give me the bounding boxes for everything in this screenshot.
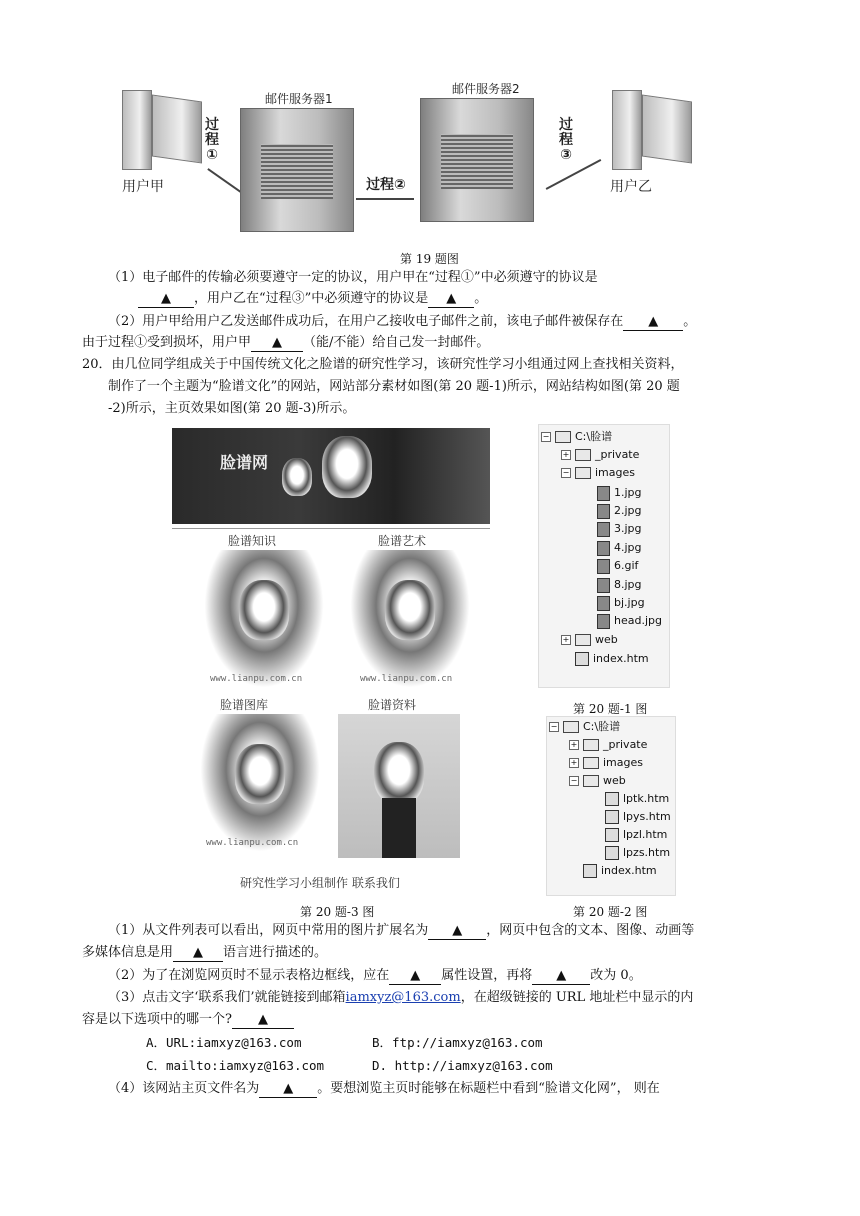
tree-item: index.htm [575, 651, 649, 667]
user-a-monitor [152, 94, 202, 163]
tree-item: 6.gif [597, 558, 638, 574]
section-title-art: 脸谱艺术 [378, 534, 427, 548]
figure-20-3-webpage [172, 428, 492, 898]
q20-intro-line2: 制作了一个主题为“脸谱文化”的网站，网站部分素材如图(第 20 题-1)所示，网站结构如图(第 20 题 [108, 379, 680, 394]
user-a-label: 用户甲 [122, 179, 164, 195]
image-materials [338, 714, 460, 858]
option-c: C．mailto:iamxyz@163.com [146, 1058, 325, 1073]
banner-divider [172, 528, 490, 529]
answer-blank: ▲ [428, 923, 486, 940]
arrow-1 [208, 168, 242, 192]
image-knowledge-url: www.lianpu.com.cn [210, 674, 303, 684]
image-art [350, 550, 470, 688]
answer-blank: ▲ [173, 945, 223, 962]
option-b: B．ftp://iamxyz@163.com [372, 1035, 543, 1050]
answer-blank: ▲ [232, 1012, 294, 1029]
server-2 [420, 98, 534, 222]
tree-item: 3.jpg [597, 521, 642, 537]
answer-blank: ▲ [389, 968, 441, 985]
section-title-materials: 脸谱资料 [368, 698, 417, 712]
option-a: A．URL:iamxyz@163.com [146, 1035, 302, 1050]
q20-intro-line1: 20．由几位同学组成关于中国传统文化之脸谱的研究性学习，该研究性学习小组通过网上查找相关资料， [82, 357, 684, 372]
banner-title: 脸谱网 [220, 453, 269, 472]
section-title-knowledge: 脸谱知识 [228, 534, 277, 548]
q19-1-line2: ▲ ，用户乙在“过程③”中必须遵守的协议是 ▲ 。 [138, 290, 487, 308]
image-gallery [200, 714, 320, 852]
process-1-label: 过程① [205, 117, 219, 163]
q20-1-line1: （1）从文件列表可以看出，网页中常用的图片扩展名为 ▲ ，网页中包含的文本、图像、动画等 [108, 923, 695, 938]
q20-2-line: （2）为了在浏览网页时不显示表格边框线，应在 ▲ 属性设置，再将 ▲ 改为 0。 [108, 968, 642, 983]
tree-item: 1.jpg [597, 485, 642, 501]
server-1-label: 邮件服务器1 [265, 92, 333, 106]
q20-3-line1: （3）点击文字‘联系我们’就能链接到邮箱iamxyz@163.com，在超级链接的 URL 地址栏中显示的内 [108, 990, 694, 1005]
q19-2-line1: （2）用户甲给用户乙发送邮件成功后，在用户乙接收电子邮件之前，该电子邮件被保存在 ▲ 。 [108, 314, 697, 329]
user-b-label: 用户乙 [610, 179, 652, 195]
tree-item: index.htm [583, 863, 657, 879]
figure-20-2-tree [546, 716, 676, 896]
figure-19-caption: 第 19 题图 [400, 252, 459, 266]
q20-3-line2: 容是以下选项中的哪一个? ▲ [82, 1011, 294, 1029]
user-b-monitor [642, 94, 692, 163]
tree-root: − C:\脸谱 [542, 430, 613, 443]
tree-root: − C:\脸谱 [550, 720, 621, 733]
process-2-label: 过程② [366, 177, 406, 193]
tree-item: 2.jpg [597, 503, 642, 519]
answer-blank: ▲ [623, 314, 683, 331]
answer-blank: ▲ [532, 968, 590, 985]
tree-item: + _private [570, 738, 648, 751]
answer-blank: ▲ [259, 1081, 317, 1098]
tree-item: − web [570, 774, 626, 787]
figure-20-1-tree [538, 424, 670, 688]
banner-mask-large [322, 436, 372, 498]
tree-item: bj.jpg [597, 595, 645, 611]
footer-text: 研究性学习小组制作 联系我们 [240, 876, 400, 890]
server-1 [240, 108, 354, 232]
tree-item: head.jpg [597, 613, 662, 629]
tree-item: − images [562, 466, 635, 479]
tree-item: lpys.htm [605, 809, 671, 825]
process-3-label: 过程③ [559, 117, 573, 163]
tree-item: + web [562, 633, 618, 646]
banner [172, 428, 490, 524]
answer-blank: ▲ [251, 335, 303, 352]
banner-mask-small [282, 458, 312, 496]
arrow-2 [356, 198, 414, 200]
section-title-gallery: 脸谱图库 [220, 698, 269, 712]
tree-item: 8.jpg [597, 577, 642, 593]
server-2-label: 邮件服务器2 [452, 82, 520, 96]
q19-1-line1: （1）电子邮件的传输必须要遵守一定的协议，用户甲在“过程①”中必须遵守的协议是 [108, 270, 598, 285]
answer-blank: ▲ [428, 291, 474, 308]
arrow-3 [546, 159, 601, 189]
user-a-computer [122, 90, 152, 170]
image-art-url: www.lianpu.com.cn [360, 674, 453, 684]
figure-19 [110, 80, 710, 250]
tree-item: lpzl.htm [605, 827, 667, 843]
tree-item: lptk.htm [605, 791, 669, 807]
q20-1-line2: 多媒体信息是用 ▲ 语言进行描述的。 [82, 945, 328, 960]
figure-20-2-caption: 第 20 题-2 图 [573, 905, 648, 919]
option-d: D. http://iamxyz@163.com [372, 1058, 553, 1073]
q20-intro-line3: -2)所示，主页效果如图(第 20 题-3)所示。 [108, 401, 356, 416]
figure-20-3-caption: 第 20 题-3 图 [300, 905, 375, 919]
tree-item: 4.jpg [597, 540, 642, 556]
answer-blank: ▲ [138, 291, 194, 308]
tree-item: + images [570, 756, 643, 769]
image-knowledge [204, 550, 324, 688]
image-gallery-url: www.lianpu.com.cn [206, 838, 299, 848]
tree-item: lpzs.htm [605, 845, 670, 861]
q19-2-line2: 由于过程①受到损坏，用户甲 ▲ （能/不能）给自己发一封邮件。 [82, 335, 490, 350]
figure-20-1-caption: 第 20 题-1 图 [573, 702, 648, 716]
email-link[interactable]: iamxyz@163.com [345, 990, 461, 1005]
user-b-computer [612, 90, 642, 170]
tree-item: + _private [562, 448, 640, 461]
q20-4-line: （4）该网站主页文件名为 ▲ 。要想浏览主页时能够在标题栏中看到“脸谱文化网”， 则在 [108, 1081, 660, 1096]
